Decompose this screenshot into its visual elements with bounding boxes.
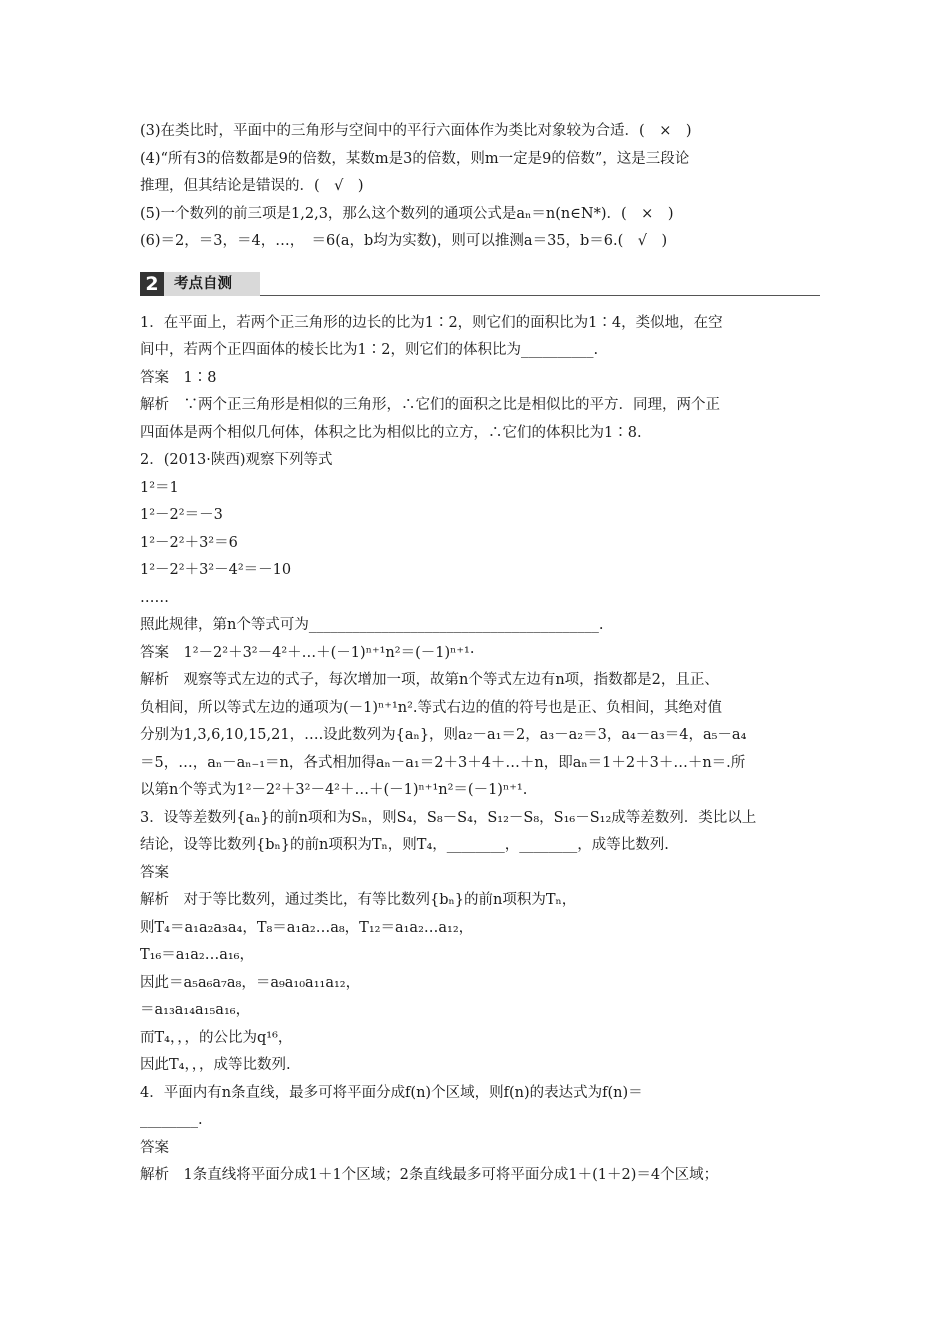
q2-analysis-1: 解析 观察等式左边的式子，每次增加一项，故第n个等式左边有n项，指数都是2，且正、 [140,672,719,688]
q4-text-cont: ________. [140,1112,203,1128]
judgement-item-6: (6)＝2，＝3，＝4，…， ＝6(a，b均为实数)，则可以推测a＝35，b＝6.( √ ) [140,233,668,249]
judgement-item-4-cont: 推理，但其结论是错误的．( √ ) [140,178,364,194]
q2-analysis-3: 分别为1,3,6,10,15,21，….设此数列为{aₙ}，则a₂－a₁＝2，a₃－a₂＝3，a₄－a₃＝4，a₅－a₄ [140,727,747,743]
q3-text: 3．设等差数列{aₙ}的前n项和为Sₙ，则S₄，S₈－S₄，S₁₂－S₈，S₁₆－S₁₂成等差数列．类比以上 [140,809,757,826]
section-number: 2 [140,272,164,296]
judgement-item-3: (3)在类比时，平面中的三角形与空间中的平行六面体作为类比对象较为合适．( × ) [140,123,692,139]
q4-text: 4．平面内有n条直线，最多可将平面分成f(n)个区域，则f(n)的表达式为f(n)＝ [140,1084,643,1101]
q3-analysis-7: 因此T₄，，，成等比数列. [140,1057,291,1073]
q3-analysis-2: 则T₄＝a₁a₂a₃a₄，T₈＝a₁a₂…a₈，T₁₂＝a₁a₂…a₁₂， [140,919,474,936]
q2-equation-4: 1²－2²＋3²－4²＝－10 [140,562,292,578]
q4-analysis: 解析 1条直线将平面分成1＋1个区域；2条直线最多可将平面分成1＋(1＋2)＝4个区域； [140,1167,719,1183]
q3-analysis-5: ＝a₁₃a₁₄a₁₅a₁₆， [140,1002,251,1018]
q2-equation-2: 1²－2²＝－3 [140,507,223,523]
q2-equation-1: 1²＝1 [140,479,179,496]
q1-text-cont: 间中，若两个正四面体的棱长比为1∶2，则它们的体积比为__________. [140,342,599,358]
q1-analysis: 解析 ∵两个正三角形是相似的三角形，∴它们的面积之比是相似比的平方．同理，两个正 [140,397,720,413]
q3-analysis-1: 解析 对于等比数列，通过类比，有等比数列{bₙ}的前n项积为Tₙ， [140,892,577,908]
q1-analysis-cont: 四面体是两个相似几何体，体积之比为相似比的立方，∴它们的体积比为1∶8. [140,424,642,441]
q1-text: 1．在平面上，若两个正三角形的边长的比为1∶2，则它们的面积比为1∶4，类似地，在空 [140,314,723,331]
judgement-list [140,118,820,256]
q2-answer: 答案 1²－2²＋3²－4²＋…＋(－1)ⁿ⁺¹n²＝(－1)ⁿ⁺¹· [140,644,475,661]
q3-analysis-3: T₁₆＝a₁a₂…a₁₆， [140,947,254,963]
page-content [140,118,820,1190]
q2-prompt: 照此规律，第n个等式可为________________________________________. [140,617,604,633]
q3-analysis-4: 因此＝a₅a₆a₇a₈，＝a₉a₁₀a₁₁a₁₂， [140,974,361,991]
q3-answer: 答案 [140,864,169,881]
q2-ellipsis: …… [140,589,169,606]
judgement-item-4: (4)“所有3的倍数都是9的倍数，某数m是3的倍数，则m一定是9的倍数”，这是三段论 [140,150,690,167]
section-title: 考点自测 [164,272,260,296]
q2-text: 2．(2013·陕西)观察下列等式 [140,452,333,468]
section-rule [260,295,820,296]
q2-analysis-4: ＝5，…，aₙ－aₙ₋₁＝n，各式相加得aₙ－a₁＝2＋3＋4＋…＋n，即aₙ＝1＋2＋3＋…＋n＝.所 [140,754,746,771]
judgement-item-5: (5)一个数列的前三项是1,2,3，那么这个数列的通项公式是aₙ＝n(n∈N*)．( × ) [140,205,674,222]
q3-text-cont: 结论，设等比数列{bₙ}的前n项积为Tₙ，则T₄，________，________，成等比数列. [140,837,669,853]
q2-equation-3: 1²－2²＋3²＝6 [140,534,238,551]
question-list [140,310,820,1190]
q2-analysis-2: 负相间，所以等式左边的通项为(－1)ⁿ⁺¹n².等式右边的值的符号也是正、负相间，其绝对值 [140,699,723,716]
q3-analysis-6: 而T₄，，，的公比为q¹⁶， [140,1029,293,1046]
q4-answer: 答案 [140,1139,169,1156]
q2-analysis-5: 以第n个等式为1²－2²＋3²－4²＋…＋(－1)ⁿ⁺¹n²＝(－1)ⁿ⁺¹. [140,782,528,798]
q1-answer: 答案 1∶8 [140,369,217,386]
section-header [140,266,820,296]
